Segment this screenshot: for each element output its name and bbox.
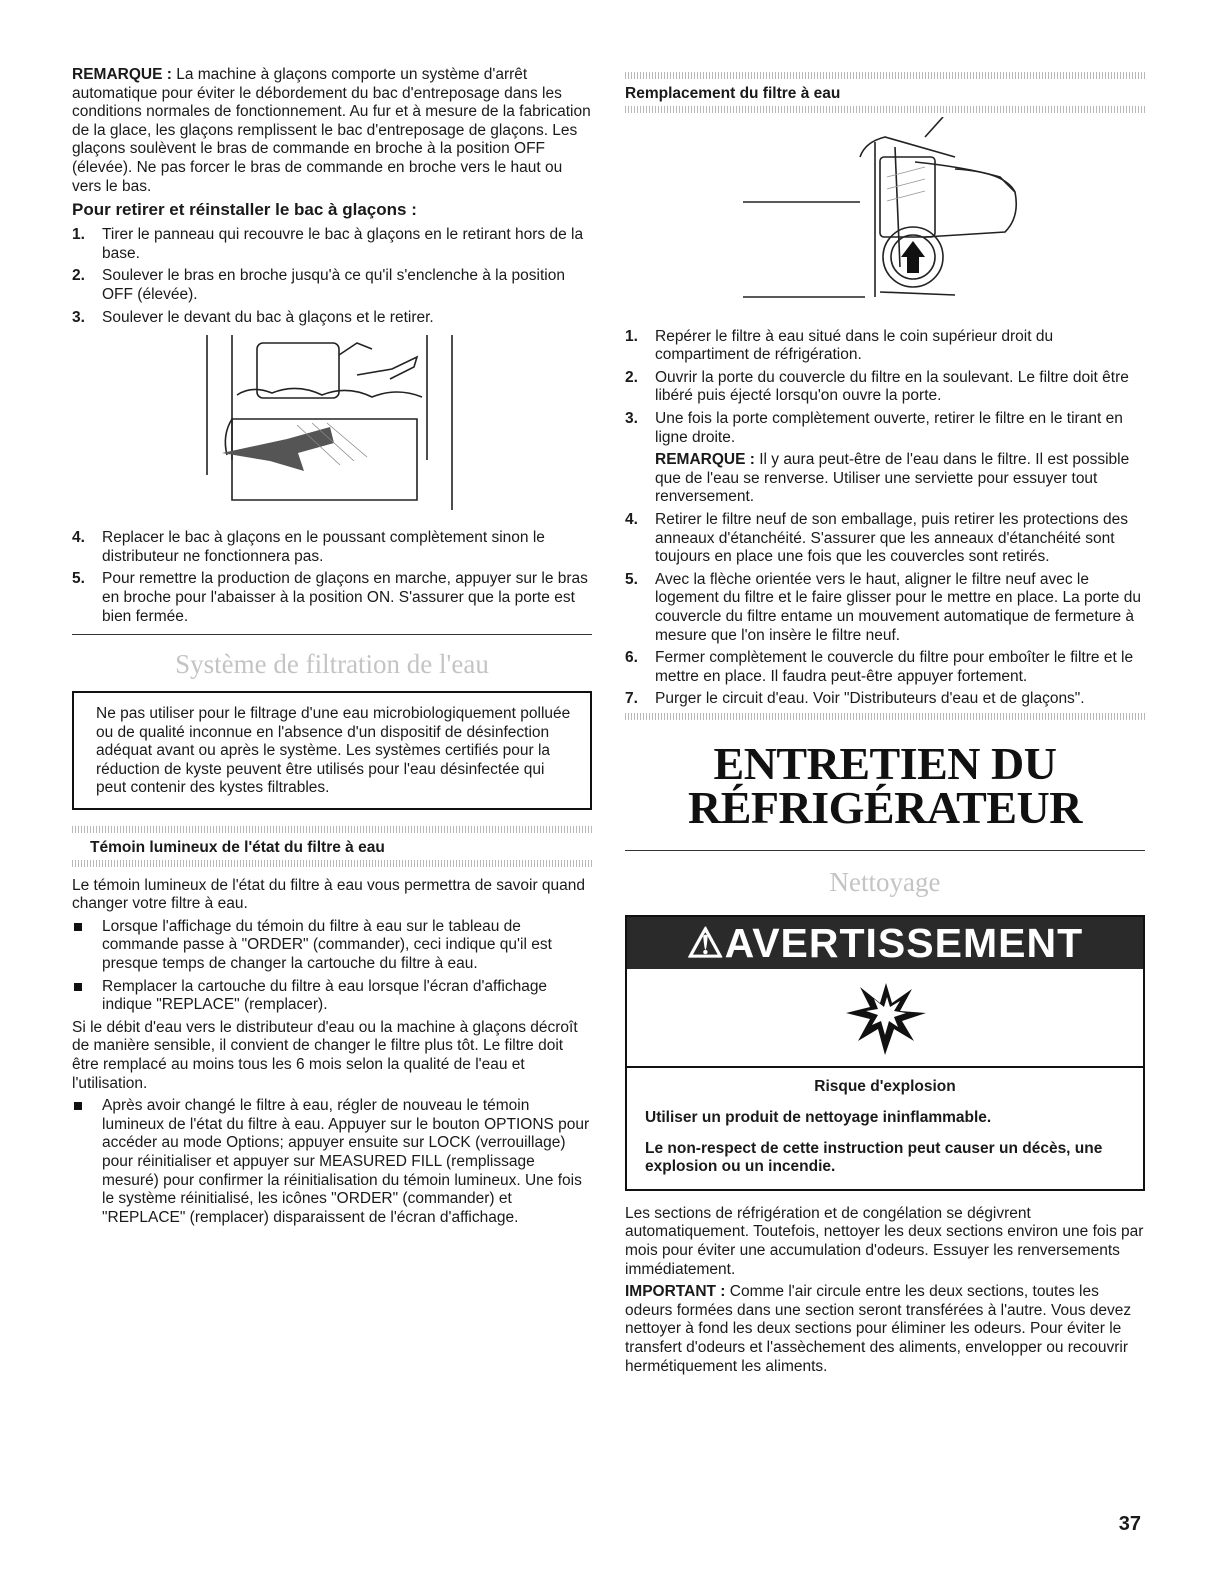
filter-replace-heading: Remplacement du filtre à eau <box>625 85 841 102</box>
list-item: 1. Repérer le filtre à eau situé dans le coin supérieur droit du compartiment de réfrigération. <box>625 327 1054 364</box>
main-title-line1: ENTRETIEN DU <box>713 737 1057 789</box>
water-filter-drawing <box>625 117 1145 322</box>
indicator-heading: Témoin lumineux de l'état du filtre à eau <box>90 839 385 857</box>
warning-line2: Le non-respect de cette instruction peut causer un décès, une explosion ou un incendie. <box>645 1139 1103 1176</box>
section-divider <box>625 850 1145 851</box>
reset-bullets <box>72 1097 592 1227</box>
list-item: 6. Fermer complètement le couvercle du filtre pour emboîter le filtre et le mettre en place. Il faudra peut-être appuyer fortement. <box>625 649 1134 685</box>
right-column <box>625 72 1145 1380</box>
flow-text: Si le débit d'eau vers le distributeur d'eau ou la machine à glaçons décroît de manière sensible, il convient de changer le filtre plus tôt. Le filtre doit être remplacé au moins tous les 6 mois selon la qualité de l'eau et l'utilisation. <box>72 1018 578 1092</box>
left-column <box>72 66 592 1231</box>
warning-body <box>627 1066 1143 1188</box>
list-item: 5. Avec la flèche orientée vers le haut, aligner le filtre neuf avec le logement du filtre et le faire glisser pour le mettre en place. La porte du couvercle du filtre entame un mouvement automatique de fermeture à mesure que l'on insère le filtre neuf. <box>625 570 1141 644</box>
indicator-bullets <box>72 918 592 1015</box>
list-item: 3. Une fois la porte complètement ouverte, retirer le filtre en le tirant en ligne droite. REMARQUE : Il y aura peut-être de l'eau dans le filtre. Il est possible que de l'eau se renverse. Utiliser une serviette pour essuyer tout renversement. <box>625 410 1145 507</box>
explosion-icon <box>627 969 1143 1067</box>
bullet-square-icon <box>74 1102 82 1110</box>
bullet-square-icon <box>74 983 82 991</box>
list-item: Lorsque l'affichage du témoin du filtre à eau sur le tableau de commande passe à "ORDER" (commander), ceci indique qu'il est presque temps de changer la cartouche du filtre à eau. <box>72 918 592 974</box>
ice-bin-steps-a <box>72 226 592 327</box>
ice-bin-illustration <box>72 335 592 523</box>
filter-steps <box>625 328 1145 709</box>
warning-header: ⚠AVERTISSEMENT <box>627 917 1143 969</box>
warning-line1: Utiliser un produit de nettoyage ininflammable. <box>645 1109 992 1127</box>
list-item: Remplacer la cartouche du filtre à eau lorsque l'écran d'affichage indique "REPLACE" (remplacer). <box>72 978 592 1015</box>
ice-bin-heading: Pour retirer et réinstaller le bac à glaçons : <box>72 200 417 220</box>
risk-title: Risque d'explosion <box>814 1078 956 1096</box>
main-title <box>625 737 1145 833</box>
list-item: 4. Retirer le filtre neuf de son emballage, puis retirer les protections des anneaux d'étanchéité. S'assurer que les anneaux d'étanchéité sont toujours en place une fois que les couvercles sont retirés. <box>625 510 1128 566</box>
page-number: 37 <box>1118 1513 1141 1535</box>
ice-bin-drawing <box>72 335 592 523</box>
filter-note: REMARQUE : Il y aura peut-être de l'eau dans le filtre. Il est possible que de l'eau se renverse. Utiliser une serviette pour essuyer tout renversement. <box>655 451 1130 506</box>
list-item: 7. Purger le circuit d'eau. Voir "Distributeurs d'eau et de glaçons". <box>625 690 1085 708</box>
cleaning-section-title: Nettoyage <box>829 866 941 897</box>
warning-triangle-icon: ⚠ <box>686 919 725 966</box>
remarque-ice <box>72 66 592 196</box>
section-divider <box>72 634 592 635</box>
warning-text: Ne pas utiliser pour le filtrage d'une eau microbiologiquement polluée ou de qualité inconnue en l'absence d'un dispositif de désinfection adéquat avant ou après le système. Les systèmes certifiés pour la réduction de kyste peuvent être utilisés pour l'eau désinfectée qui peut contenir des kystes filtrables. <box>96 705 571 797</box>
bullet-square-icon <box>74 923 82 931</box>
water-filter-illustration <box>625 117 1145 322</box>
list-item: 1. Tirer le panneau qui recouvre le bac à glaçons en le retirant hors de la base. <box>72 226 584 262</box>
hatch-divider <box>72 860 592 867</box>
remarque-label: REMARQUE : <box>72 66 172 83</box>
list-item: 5. Pour remettre la production de glaçons en marche, appuyer sur le bras en broche pour l'abaisser à la position ON. S'assurer que la porte est bien fermée. <box>72 570 588 625</box>
list-item: Après avoir changé le filtre à eau, régler de nouveau le témoin lumineux de l'état du filtre à eau. Appuyer sur le bouton OPTIONS pour accéder au mode Options; appuyer ensuite sur LOCK (verrouillage) pour réinitialiser et appuyer sur MEASURED FILL (remplissage mesuré) pour confirmer la réinitialisation du témoin lumineux. Une fois le système réinitialisé, les icônes "ORDER" (commander) et "REPLACE" (remplacer) disparaissent de l'écran d'affichage. <box>72 1097 592 1227</box>
warning-panel <box>625 915 1145 1191</box>
list-item: 2. Ouvrir la porte du couvercle du filtre en la soulevant. Le filtre doit être libéré puis éjecté lorsqu'on ouvre la porte. <box>625 368 1129 405</box>
filtration-warning-box <box>72 691 592 810</box>
hatch-divider <box>72 826 592 833</box>
list-item: 4. Replacer le bac à glaçons en le poussant complètement sinon le distributeur ne fonctionnera pas. <box>72 529 545 565</box>
hatch-divider <box>625 713 1145 720</box>
indicator-intro: Le témoin lumineux de l'état du filtre à eau vous permettra de savoir quand changer votre filtre à eau. <box>72 876 586 913</box>
ice-bin-steps-b <box>72 529 592 626</box>
important-text: IMPORTANT : Comme l'air circule entre les deux sections, toutes les odeurs formées dans une section seront transférées à l'autre. Vous devez nettoyer à fond les deux sections pour éliminer les odeurs. Pour éviter le transfert d'odeurs et l'assèchement des aliments, envelopper ou recouvrir hermétiquement les aliments. <box>625 1283 1132 1375</box>
list-item: 2. Soulever le bras en broche jusqu'à ce qu'il s'enclenche à la position OFF (élevée). <box>72 267 565 303</box>
filtration-section-title: Système de filtration de l'eau <box>175 649 489 680</box>
remarque-text: La machine à glaçons comporte un système d'arrêt automatique pour éviter le débordement du bac d'entreposage dans les conditions normales de fonctionnement. Au fur et à mesure de la fabrication de la glace, les glaçons remplissent le bac d'entreposage de glaçons. Les glaçons soulèvent le bras de commande en broche à la position OFF (élevée). Ne pas forcer le bras de commande en broche vers le haut ou vers le bas. <box>72 66 591 195</box>
main-title-line2: RÉFRIGÉRATEUR <box>688 781 1082 833</box>
defrost-text: Les sections de réfrigération et de congélation se dégivrent automatiquement. Toutefois, nettoyer les deux sections environ une fois par mois pour éviter une accumulation d'odeurs. Essuyer les renversements immédiatement. <box>625 1204 1144 1278</box>
hatch-divider <box>625 106 1145 113</box>
list-item: 3. Soulever le devant du bac à glaçons et le retirer. <box>72 308 434 326</box>
hatch-divider <box>625 72 1145 79</box>
